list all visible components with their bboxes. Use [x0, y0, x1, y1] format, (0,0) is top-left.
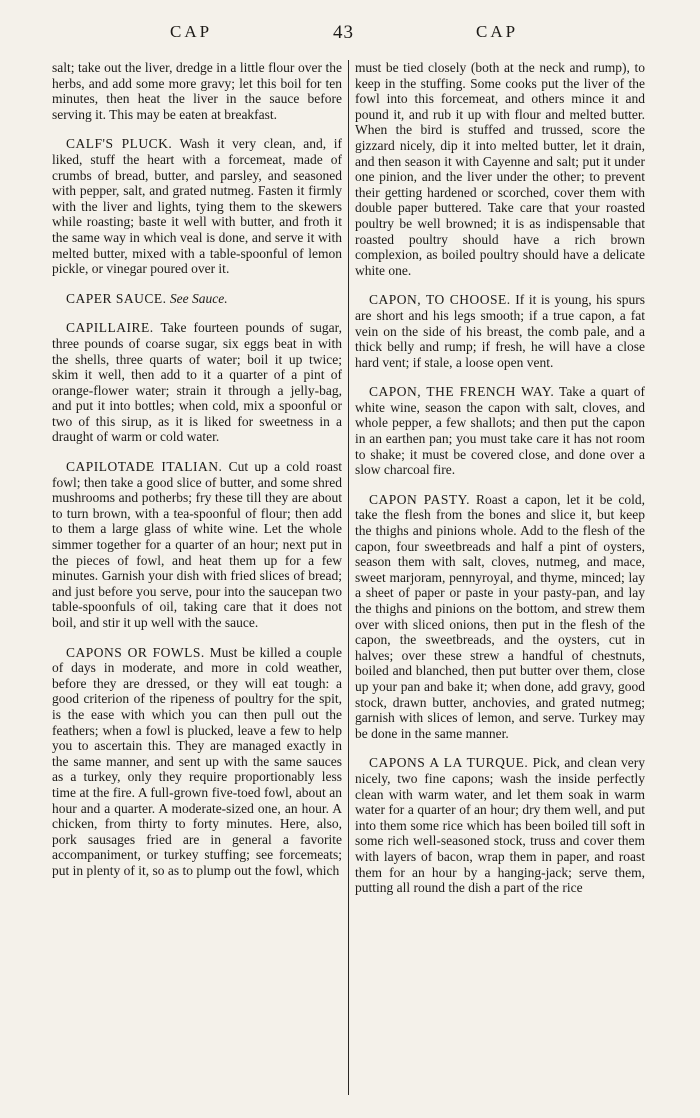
- left-column: [52, 60, 342, 879]
- running-header: [0, 18, 700, 52]
- entry-heading: CAPONS OR FOWLS.: [66, 644, 205, 660]
- entry-text: Pick, and clean very nicely, two fine capons; wash the inside perfectly clean with warm water, and let them soak in warm water for a quarter of an hour; dry them well, and put into them some rice which has been boiled till soft in some rich well-seasoned stock, truss and cover them with layers of bacon, wrap them in paper, and roast them for an hour by a hanging-jack; serve them, putting all round the dish a part of the rice: [355, 755, 645, 896]
- entry-text: must be tied closely (both at the neck and rump), to keep in the stuffing. Some cooks put the liver of the fowl into this forcemeat, and others mince it and pound it, and rub it up with flour and melted butter. When the bird is stuffed and trussed, score the gizzard nicely, dip it into melted butter, let it drain, and then season it with Cayenne and salt; put it under one pinion, and the liver under the other; to prevent their getting hardened or scorched, cover them with double paper buttered. Take care that your roasted poultry be well browned; it is as indispensable that roasted poultry should have a rich brown complexion, as boiled poultry should have a delicate white one.: [355, 60, 645, 278]
- entry-text: Take fourteen pounds of sugar, three pounds of coarse sugar, six eggs beat in with the shells, three quarts of water; boil it up twice; skim it well, then add to it a quarter of a pint of orange-flower water; strain it through a jelly-bag, and put it into bottles; when cold, mix a spoonful or two of this sirup, as it is liked for sweetness in a draught of warm or cold water.: [52, 320, 342, 445]
- header-right-word: CAP: [476, 22, 519, 41]
- entry-capons-or-fowls: [52, 645, 342, 879]
- entry-capons-a-la-turque: [355, 755, 645, 895]
- column-divider: [348, 60, 349, 1095]
- entry-capon-french-way: [355, 384, 645, 478]
- entry-text: Take a quart of white wine, season the capon with salt, cloves, and whole pepper, a few shallots; and then put the capon in an earthen pan; you must take care it has not room to shake; it must be covered close, and done over a slow charcoal fire.: [355, 384, 645, 478]
- page-number: 43: [333, 22, 354, 43]
- entry-heading: CAPER SAUCE.: [66, 290, 167, 306]
- entry-capon-to-choose: [355, 292, 645, 370]
- entry-heading: CAPILOTADE ITALIAN.: [66, 459, 223, 475]
- entry-text: If it is young, his spurs are short and his legs smooth; if a true capon, a fat vein on the side of his breast, the comb pale, and a thick belly and rump; if fresh, he will have a close hard vent; if stale, a loose open vent.: [355, 292, 645, 370]
- entry-text: Must be killed a couple of days in moderate, and more in cold weather, before they are dressed, or they will eat tough: a good criterion of the ripeness of poultry for the spit, is the ease with which you can then pull out the feathers; when a fowl is plucked, leave a few to help you to ascertain this. They are managed exactly in the same manner, and sent up with the same sauces as a turkey, only they require proportionably less time at the fire. A full-grown five-toed fowl, about an hour and a quarter. A moderate-sized one, an hour. A chicken, from thirty to forty minutes. Here, also, pork sausages fried are in general a favorite accompaniment, or turkey stuffing; see forcemeats; put in plenty of it, so as to plump out the fowl, which: [52, 644, 343, 878]
- entry-capillaire: [52, 320, 342, 445]
- entry-text: Roast a capon, let it be cold, take the flesh from the bones and slice it, but keep the thighs and pinions whole. Add to the flesh of the capon, four sweetbreads and half a pint of oysters, season them with salt, cloves, nutmeg, and mace, sweet marjoram, pennyroyal, and thyme, minced; lay a sheet of paper or paste in your pasty-pan, and lay the thighs and pinions on the bottom, and strew them over with sliced onions, then put in the flesh of the capon, the sweetbreads, and the oysters, cut in halves; over these strew a handful of chestnuts, boiled and blanched, then put butter over them, close up your pan and bake it; when done, add gravy, good stock, drawn butter, anchovies, and grated nutmeg; garnish with slices of lemon, and serve. Turkey may be done in the same manner.: [355, 491, 645, 741]
- entry-continuation: [355, 60, 645, 278]
- header-left-word: CAP: [170, 22, 213, 41]
- entry-capon-pasty: [355, 492, 645, 742]
- entry-continuation: [52, 60, 342, 122]
- entry-capilotade-italian: [52, 459, 342, 631]
- entry-heading: CAPON, THE FRENCH WAY.: [369, 384, 555, 400]
- entry-calfs-pluck: [52, 136, 342, 276]
- entry-heading: CAPONS A LA TURQUE.: [369, 755, 529, 771]
- entry-text: Cut up a cold roast fowl; then take a good slice of butter, and some shred mushrooms and potherbs; fry these till they are about to turn brown, with a tea-spoonful of flour; then add to them a large glass of white wine. Let the whole simmer together for a quarter of an hour; next put in the pieces of fowl, and heat them up for a few minutes. Garnish your dish with fried slices of bread; and just before you serve, pour into the saucepan two table-spoonfuls of oil, taking care that it does not boil, and stir it up well with the sauce.: [52, 459, 342, 630]
- right-column: [355, 60, 645, 896]
- entry-heading: CAPON PASTY.: [369, 491, 470, 507]
- entry-text: salt; take out the liver, dredge in a little flour over the herbs, and add some more gravy; let this boil for ten minutes, then heat the liver in the sauce before serving it. This may be eaten at breakfast.: [52, 60, 342, 122]
- entry-heading: CAPON, TO CHOOSE.: [369, 292, 511, 308]
- entry-caper-sauce: [52, 291, 342, 307]
- entry-heading: CALF'S PLUCK.: [66, 136, 173, 152]
- entry-text: Wash it very clean, and, if liked, stuff the heart with a forcemeat, made of crumbs of bread, butter, and parsley, and seasoned with pepper, salt, and grated nutmeg. Fasten it firmly with the liver and lights, tying them to the skewers while roasting; baste it well with butter, and froth it the same way in which veal is done, and serve it with melted butter, mixed with a table-spoonful of lemon pickle, or vinegar poured over it.: [52, 136, 342, 277]
- cross-reference: See Sauce.: [169, 290, 228, 306]
- entry-heading: CAPILLAIRE.: [66, 320, 154, 336]
